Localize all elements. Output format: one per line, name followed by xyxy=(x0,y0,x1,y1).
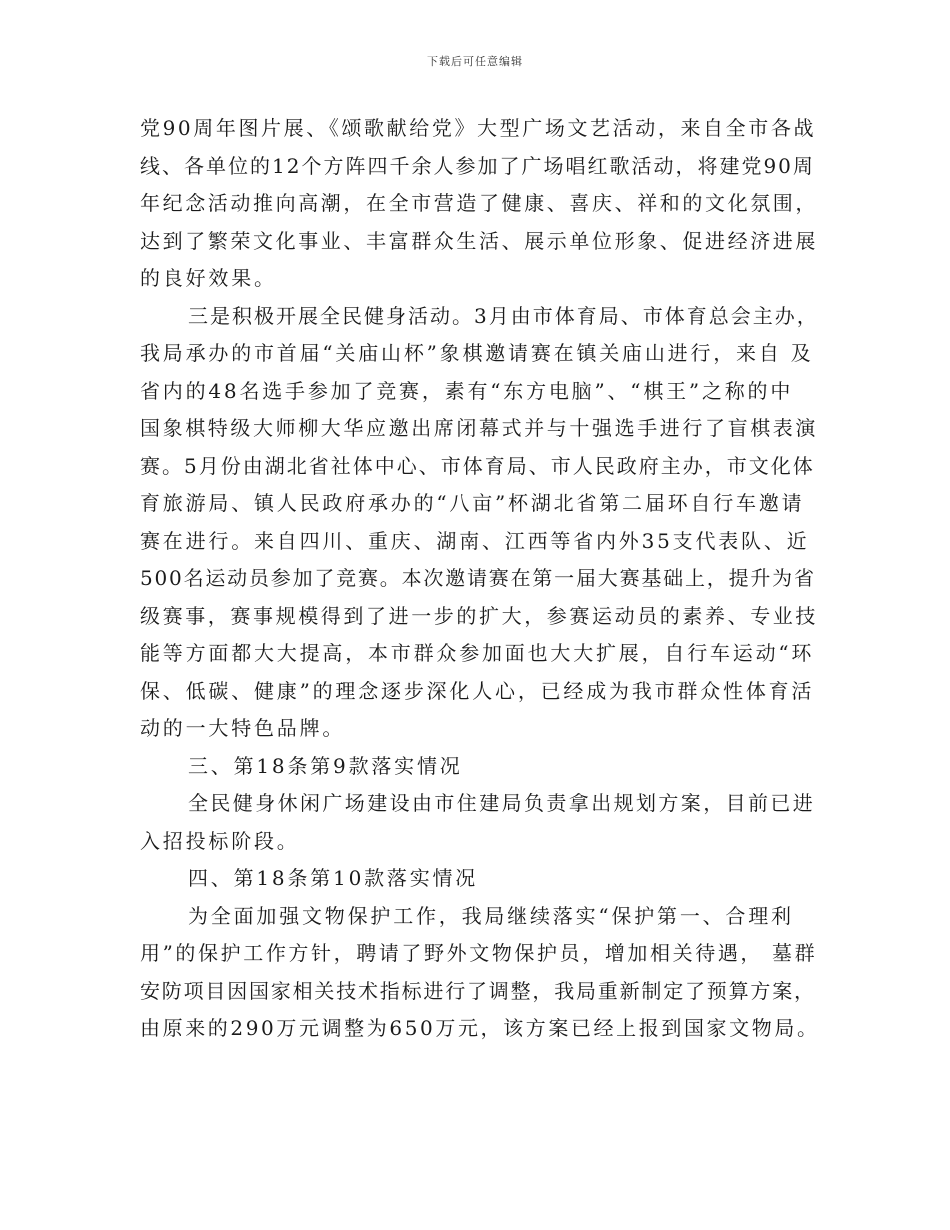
body-text-line: 用”的保护工作方针，聘请了野外文物保护员，增加相关待遇， 墓群 xyxy=(140,941,818,965)
body-text-line: 四、第18条第10款落实情况 xyxy=(188,866,479,890)
body-text-line: 三是积极开展全民健身活动。3月由市体育局、市体育总会主办， xyxy=(188,303,819,328)
body-text-line: 育旅游局、镇人民政府承办的“八亩”杯湖北省第二届环自行车邀请 xyxy=(140,491,805,515)
body-text-line: 赛在进行。来自四川、重庆、湖南、江西等省内外35支代表队、近 xyxy=(140,528,810,553)
body-text-line: 入招投标阶段。 xyxy=(140,828,300,853)
body-text-line: 保、低碳、健康”的理念逐步深化人心，已经成为我市群众性体育活 xyxy=(140,678,815,703)
body-text-line: 为全面加强文物保护工作，我局继续落实“保护第一、合理利 xyxy=(188,903,794,928)
page-header-note: 下载后可任意编辑 xyxy=(427,55,523,68)
body-text-line: 由原来的290万元调整为650万元，该方案已经上报到国家文物局。 xyxy=(140,1016,820,1040)
body-text-line: 国象棋特级大师柳大华应邀出席闭幕式并与十强选手进行了盲棋表演 xyxy=(140,416,818,440)
body-text-line: 动的一大特色品牌。 xyxy=(140,716,346,740)
document-body xyxy=(140,110,820,1048)
body-text-line: 党90周年图片展、《颂歌献给党》大型广场文艺活动，来自全市各战 xyxy=(140,116,817,140)
body-text-line: 级赛事，赛事规模得到了进一步的扩大，参赛运动员的素养、专业技 xyxy=(140,603,818,628)
body-text-line: 线、各单位的12个方阵四千余人参加了广场唱红歌活动，将建党90周 xyxy=(140,153,815,178)
body-text-line: 500名运动员参加了竞赛。本次邀请赛在第一届大赛基础上，提升为省 xyxy=(140,566,816,590)
body-text-line: 安防项目因国家相关技术指标进行了调整，我局重新制定了预算方案， xyxy=(140,978,816,1003)
body-text-line: 省内的48名选手参加了竞赛，素有“东方电脑”、“棋王”之称的中 xyxy=(140,378,794,403)
body-text-line: 的良好效果。 xyxy=(140,266,277,290)
body-text-line: 赛。5月份由湖北省社体中心、市体育局、市人民政府主办，市文化体 xyxy=(140,453,815,478)
body-text-line: 我局承办的市首届“关庙山杯”象棋邀请赛在镇关庙山进行，来自 及 xyxy=(140,341,814,365)
body-text-line: 年纪念活动推向高潮，在全市营造了健康、喜庆、祥和的文化氛围， xyxy=(140,191,818,215)
body-text-line: 三、第18条第9款落实情况 xyxy=(188,753,463,778)
body-text-line: 全民健身休闲广场建设由市住建局负责拿出规划方案，目前已进 xyxy=(188,791,816,815)
body-text-line: 能等方面都大大提高，本市群众参加面也大大扩展，自行车运动“环 xyxy=(140,641,815,665)
body-text-line: 达到了繁荣文化事业、丰富群众生活、展示单位形象、促进经济进展 xyxy=(140,228,818,253)
